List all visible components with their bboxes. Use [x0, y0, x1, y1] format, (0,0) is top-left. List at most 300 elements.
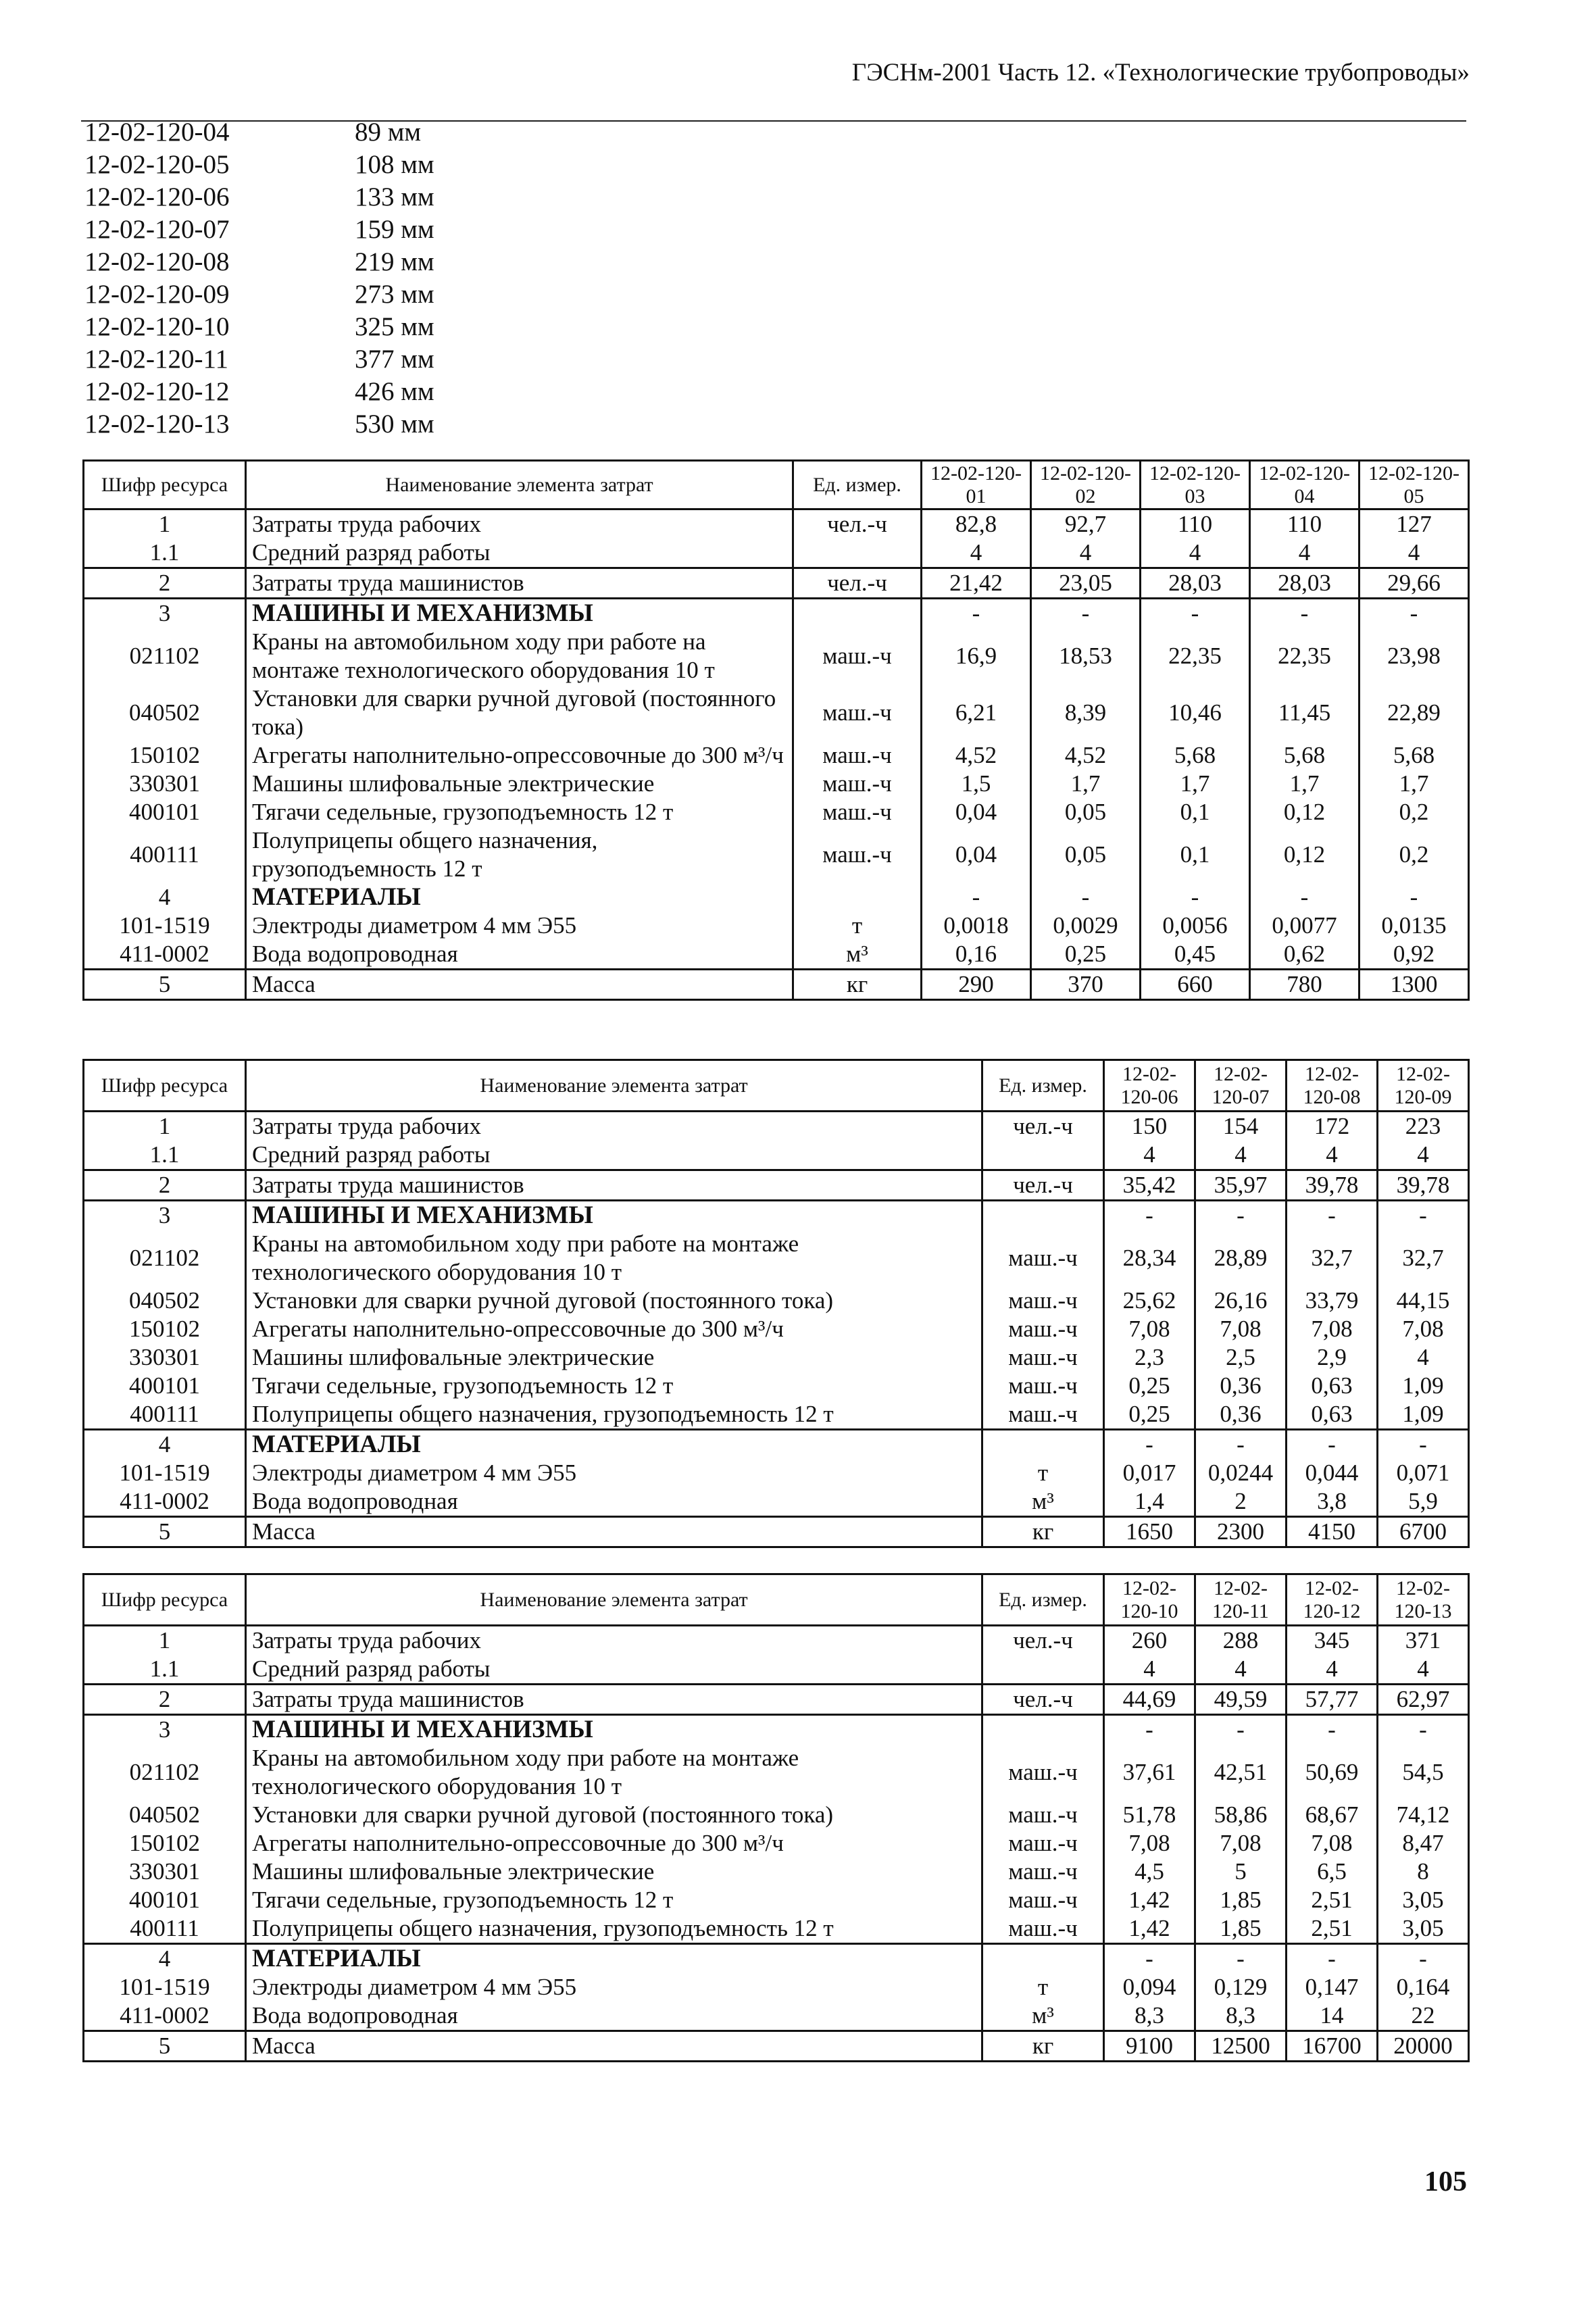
unit: маш.-ч [982, 1886, 1104, 1914]
unit: маш.-ч [982, 1315, 1104, 1343]
norm-value: - [1360, 599, 1469, 628]
norm-value: 0,12 [1250, 798, 1360, 826]
norm-value: 14 [1287, 2001, 1378, 2031]
cost-element-name: Агрегаты наполнительно-опрессовочные до 300 м³/ч [246, 741, 793, 770]
code-list-code: 12-02-120-11 [84, 345, 229, 374]
norm-value: - [1378, 1944, 1469, 1974]
norm-value: 9100 [1104, 2031, 1195, 2062]
norm-value: 5,9 [1378, 1487, 1469, 1517]
cost-element-name: Средний разряд работы [246, 1141, 982, 1170]
norm-value: 2,51 [1287, 1914, 1378, 1944]
resource-code: 101-1519 [84, 1459, 246, 1487]
resource-code: 1 [84, 1112, 246, 1141]
unit: маш.-ч [793, 798, 922, 826]
norm-value: - [1287, 1944, 1378, 1974]
norm-value: 4,52 [922, 741, 1031, 770]
norm-value: 3,05 [1378, 1914, 1469, 1944]
code-list-item [84, 116, 434, 149]
cost-element-name: Краны на автомобильном ходу при работе на монтаже технологического оборудования 10 т [246, 1230, 982, 1287]
cost-element-name: Затраты труда рабочих [246, 1112, 982, 1141]
norm-value: 1,7 [1141, 770, 1250, 798]
norm-value: 780 [1250, 970, 1360, 1000]
running-header: ГЭСНм-2001 Часть 12. «Технологические трубопроводы» [851, 59, 1470, 86]
unit [982, 1715, 1104, 1745]
code-size-list [84, 116, 434, 441]
unit: маш.-ч [793, 628, 922, 684]
resource-code: 150102 [84, 1315, 246, 1343]
norm-value: 3,05 [1378, 1886, 1469, 1914]
norm-value: 2,9 [1287, 1343, 1378, 1372]
code-list-item [84, 343, 434, 376]
header-cost-element-name: Наименование элемента затрат [246, 1060, 982, 1112]
resource-code: 4 [84, 1430, 246, 1460]
unit: м³ [982, 1487, 1104, 1517]
norm-value: 0,0018 [922, 912, 1031, 940]
norm-value: - [922, 599, 1031, 628]
norm-value: 23,98 [1360, 628, 1469, 684]
cost-element-name: МАТЕРИАЛЫ [246, 883, 793, 912]
norm-value: 39,78 [1287, 1170, 1378, 1201]
norm-value: - [1141, 883, 1250, 912]
norm-value: 0,12 [1250, 826, 1360, 883]
table-row [84, 1626, 1469, 1656]
table-row [84, 1914, 1469, 1944]
norm-value: 33,79 [1287, 1287, 1378, 1315]
norm-value: 0,63 [1287, 1400, 1378, 1430]
unit [982, 1430, 1104, 1460]
norm-value: - [1141, 599, 1250, 628]
norm-value: 0,05 [1031, 798, 1141, 826]
unit [793, 883, 922, 912]
table-row [84, 1801, 1469, 1829]
norm-value: 5 [1195, 1858, 1287, 1886]
norm-value: - [1287, 1430, 1378, 1460]
unit: маш.-ч [982, 1400, 1104, 1430]
norm-value: 0,25 [1104, 1400, 1195, 1430]
resource-code: 150102 [84, 741, 246, 770]
cost-element-name: Вода водопроводная [246, 2001, 982, 2031]
norm-value: 2,3 [1104, 1343, 1195, 1372]
norm-value: 2,5 [1195, 1343, 1287, 1372]
norm-value: 0,1 [1141, 826, 1250, 883]
code-list-size: 159 мм [355, 215, 434, 244]
cost-element-name: Машины шлифовальные электрические [246, 770, 793, 798]
resource-code: 411-0002 [84, 940, 246, 970]
norm-value: 4 [1378, 1141, 1469, 1170]
norm-value: 1,09 [1378, 1372, 1469, 1400]
norm-value: 4 [1287, 1141, 1378, 1170]
resource-code: 330301 [84, 1343, 246, 1372]
unit: маш.-ч [982, 1230, 1104, 1287]
norm-value: 4 [922, 539, 1031, 568]
norm-value: 0,63 [1287, 1372, 1378, 1400]
norm-value: 0,36 [1195, 1400, 1287, 1430]
norm-value: 11,45 [1250, 684, 1360, 741]
norm-value: 74,12 [1378, 1801, 1469, 1829]
norm-value: - [1104, 1944, 1195, 1974]
code-list-size: 133 мм [355, 182, 434, 211]
norm-value: - [1104, 1430, 1195, 1460]
norm-value: 62,97 [1378, 1685, 1469, 1715]
code-list-item [84, 181, 434, 214]
norm-value: 8,47 [1378, 1829, 1469, 1858]
code-list-size: 377 мм [355, 345, 434, 374]
code-list-code: 12-02-120-08 [84, 247, 230, 276]
cost-element-name: Вода водопроводная [246, 940, 793, 970]
norm-value: 26,16 [1195, 1287, 1287, 1315]
norm-value: 5,68 [1250, 741, 1360, 770]
resource-code: 400101 [84, 1372, 246, 1400]
code-list-size: 89 мм [355, 118, 422, 147]
table-row [84, 770, 1469, 798]
norm-value: 50,69 [1287, 1744, 1378, 1801]
cost-element-name: Затраты труда машинистов [246, 1170, 982, 1201]
resource-code: 3 [84, 599, 246, 628]
norm-value: 18,53 [1031, 628, 1141, 684]
cost-element-name: Масса [246, 1517, 982, 1547]
norm-value: 8 [1378, 1858, 1469, 1886]
code-list-item [84, 376, 434, 408]
norm-value: 8,39 [1031, 684, 1141, 741]
table-row [84, 599, 1469, 628]
resource-code: 411-0002 [84, 1487, 246, 1517]
cost-element-name: Электроды диаметром 4 мм Э55 [246, 1973, 982, 2001]
norm-value: 0,129 [1195, 1973, 1287, 2001]
norm-value: 2300 [1195, 1517, 1287, 1547]
norm-value: 345 [1287, 1626, 1378, 1656]
unit: маш.-ч [793, 684, 922, 741]
header-resource-code: Шифр ресурса [84, 1574, 246, 1626]
table-row [84, 1287, 1469, 1315]
table-row [84, 1343, 1469, 1372]
norm-value: 1,4 [1104, 1487, 1195, 1517]
norm-value: 154 [1195, 1112, 1287, 1141]
table-header-row [84, 1574, 1469, 1626]
norm-value: 82,8 [922, 509, 1031, 539]
header-resource-code: Шифр ресурса [84, 1060, 246, 1112]
norm-value: 110 [1250, 509, 1360, 539]
header-norm-code: 12-02-120-08 [1287, 1060, 1378, 1112]
norm-value: 4 [1378, 1655, 1469, 1685]
norm-value: 0,25 [1031, 940, 1141, 970]
resource-table-1 [82, 459, 1470, 1001]
norm-value: 16,9 [922, 628, 1031, 684]
resource-code: 1.1 [84, 1141, 246, 1170]
code-list-size: 325 мм [355, 312, 434, 341]
norm-value: 1,42 [1104, 1886, 1195, 1914]
norm-value: 22 [1378, 2001, 1469, 2031]
header-unit: Ед. измер. [982, 1060, 1104, 1112]
table-row [84, 1744, 1469, 1801]
norm-value: 1,42 [1104, 1914, 1195, 1944]
unit: маш.-ч [793, 770, 922, 798]
norm-value: 29,66 [1360, 568, 1469, 599]
cost-element-name: Агрегаты наполнительно-опрессовочные до 300 м³/ч [246, 1315, 982, 1343]
norm-value: 7,08 [1195, 1315, 1287, 1343]
unit: маш.-ч [982, 1858, 1104, 1886]
norm-value: 92,7 [1031, 509, 1141, 539]
header-unit: Ед. измер. [793, 461, 922, 509]
unit [982, 1944, 1104, 1974]
resource-code: 5 [84, 2031, 246, 2062]
code-list-code: 12-02-120-09 [84, 280, 230, 309]
table-row [84, 1973, 1469, 2001]
table-row [84, 798, 1469, 826]
unit: маш.-ч [982, 1372, 1104, 1400]
code-list-code: 12-02-120-13 [84, 409, 230, 439]
norm-value: 4 [1195, 1655, 1287, 1685]
header-norm-code: 12-02-120-02 [1031, 461, 1141, 509]
norm-value: 28,34 [1104, 1230, 1195, 1287]
norm-value: 3,8 [1287, 1487, 1378, 1517]
cost-element-name: Электроды диаметром 4 мм Э55 [246, 1459, 982, 1487]
unit: чел.-ч [982, 1685, 1104, 1715]
resource-code: 400101 [84, 798, 246, 826]
code-list-item [84, 408, 434, 441]
norm-value: 44,69 [1104, 1685, 1195, 1715]
norm-value: 290 [922, 970, 1031, 1000]
table-row [84, 940, 1469, 970]
table-row [84, 1487, 1469, 1517]
code-list-code: 12-02-120-06 [84, 182, 230, 211]
norm-value: 6700 [1378, 1517, 1469, 1547]
code-list-size: 219 мм [355, 247, 434, 276]
unit [793, 599, 922, 628]
table-row [84, 1944, 1469, 1974]
norm-value: 32,7 [1378, 1230, 1469, 1287]
table-row [84, 1655, 1469, 1685]
norm-value: 22,35 [1250, 628, 1360, 684]
norm-value: 21,42 [922, 568, 1031, 599]
norm-value: 28,03 [1250, 568, 1360, 599]
header-norm-code: 12-02-120-04 [1250, 461, 1360, 509]
norm-value: 4 [1287, 1655, 1378, 1685]
norm-value: - [1195, 1430, 1287, 1460]
norm-value: 0,05 [1031, 826, 1141, 883]
norm-value: 0,2 [1360, 826, 1469, 883]
unit: м³ [982, 2001, 1104, 2031]
resource-code: 101-1519 [84, 912, 246, 940]
norm-value: 150 [1104, 1112, 1195, 1141]
norm-value: 1,09 [1378, 1400, 1469, 1430]
table-row [84, 883, 1469, 912]
cost-element-name: Затраты труда рабочих [246, 1626, 982, 1656]
norm-value: 4 [1195, 1141, 1287, 1170]
norm-value: - [1287, 1715, 1378, 1745]
resource-code: 330301 [84, 770, 246, 798]
unit: кг [793, 970, 922, 1000]
cost-element-name: Установки для сварки ручной дуговой (постоянного тока) [246, 684, 793, 741]
norm-value: 5,68 [1141, 741, 1250, 770]
norm-value: - [1104, 1201, 1195, 1230]
norm-value: 0,04 [922, 826, 1031, 883]
table-row [84, 1230, 1469, 1287]
resource-code: 150102 [84, 1829, 246, 1858]
resource-code: 040502 [84, 1801, 246, 1829]
norm-value: 660 [1141, 970, 1250, 1000]
header-resource-code: Шифр ресурса [84, 461, 246, 509]
unit: маш.-ч [793, 826, 922, 883]
table-row [84, 1517, 1469, 1547]
norm-value: 57,77 [1287, 1685, 1378, 1715]
table-row [84, 912, 1469, 940]
norm-value: 1,5 [922, 770, 1031, 798]
cost-element-name: Полуприцепы общего назначения, грузоподъемность 12 т [246, 1400, 982, 1430]
cost-element-name: Установки для сварки ручной дуговой (постоянного тока) [246, 1801, 982, 1829]
norm-value: 0,071 [1378, 1459, 1469, 1487]
table-row [84, 539, 1469, 568]
code-list-code: 12-02-120-07 [84, 215, 230, 244]
cost-element-name: МАШИНЫ И МЕХАНИЗМЫ [246, 1715, 982, 1745]
header-norm-code: 12-02-120-11 [1195, 1574, 1287, 1626]
norm-value: 35,42 [1104, 1170, 1195, 1201]
resource-code: 330301 [84, 1858, 246, 1886]
cost-element-name: Тягачи седельные, грузоподъемность 12 т [246, 1372, 982, 1400]
unit: чел.-ч [982, 1112, 1104, 1141]
norm-value: - [1195, 1715, 1287, 1745]
norm-value: 4 [1104, 1655, 1195, 1685]
cost-element-name: Краны на автомобильном ходу при работе на монтаже технологического оборудования 10 т [246, 628, 793, 684]
norm-value: 4 [1104, 1141, 1195, 1170]
norm-value: 1,85 [1195, 1914, 1287, 1944]
norm-value: 8,3 [1195, 2001, 1287, 2031]
norm-value: - [1195, 1201, 1287, 1230]
code-list-code: 12-02-120-12 [84, 377, 230, 406]
cost-element-name: Средний разряд работы [246, 1655, 982, 1685]
header-norm-code: 12-02-120-01 [922, 461, 1031, 509]
norm-value: 2 [1195, 1487, 1287, 1517]
norm-value: 0,0056 [1141, 912, 1250, 940]
resource-code: 1 [84, 1626, 246, 1656]
norm-value: 1,7 [1031, 770, 1141, 798]
norm-value: 16700 [1287, 2031, 1378, 2062]
code-list-size: 426 мм [355, 377, 434, 406]
code-list-code: 12-02-120-05 [84, 150, 230, 179]
unit: кг [982, 1517, 1104, 1547]
cost-element-name: Полуприцепы общего назначения, грузоподъемность 12 т [246, 1914, 982, 1944]
resource-code: 1.1 [84, 539, 246, 568]
resource-code: 4 [84, 1944, 246, 1974]
norm-value: 1,85 [1195, 1886, 1287, 1914]
norm-value: - [1031, 883, 1141, 912]
cost-element-name: Тягачи седельные, грузоподъемность 12 т [246, 798, 793, 826]
table-row [84, 1372, 1469, 1400]
header-norm-code: 12-02-120-06 [1104, 1060, 1195, 1112]
norm-value: 4 [1031, 539, 1141, 568]
table-row [84, 684, 1469, 741]
unit: маш.-ч [793, 741, 922, 770]
cost-element-name: Краны на автомобильном ходу при работе на монтаже технологического оборудования 10 т [246, 1744, 982, 1801]
table-row [84, 1400, 1469, 1430]
cost-element-name: Установки для сварки ручной дуговой (постоянного тока) [246, 1287, 982, 1315]
table-row [84, 1858, 1469, 1886]
header-norm-code: 12-02-120-13 [1378, 1574, 1469, 1626]
unit: чел.-ч [793, 568, 922, 599]
norm-value: 4,52 [1031, 741, 1141, 770]
norm-value: 371 [1378, 1626, 1469, 1656]
code-list-code: 12-02-120-04 [84, 118, 230, 147]
unit [982, 1141, 1104, 1170]
norm-value: 44,15 [1378, 1287, 1469, 1315]
cost-element-name: Агрегаты наполнительно-опрессовочные до 300 м³/ч [246, 1829, 982, 1858]
norm-value: 0,1 [1141, 798, 1250, 826]
norm-value: 7,08 [1287, 1829, 1378, 1858]
cost-element-name: Затраты труда машинистов [246, 568, 793, 599]
table-row [84, 826, 1469, 883]
norm-value: 0,017 [1104, 1459, 1195, 1487]
norm-value: 0,0029 [1031, 912, 1141, 940]
norm-value: 0,2 [1360, 798, 1469, 826]
norm-value: 42,51 [1195, 1744, 1287, 1801]
table-row [84, 568, 1469, 599]
unit: маш.-ч [982, 1287, 1104, 1315]
resource-code: 3 [84, 1201, 246, 1230]
header-norm-code: 12-02-120-05 [1360, 461, 1469, 509]
unit [982, 1201, 1104, 1230]
norm-value: 0,62 [1250, 940, 1360, 970]
norm-value: 28,03 [1141, 568, 1250, 599]
norm-value: 4 [1360, 539, 1469, 568]
norm-value: 7,08 [1287, 1315, 1378, 1343]
resource-code: 400111 [84, 826, 246, 883]
table-row [84, 1430, 1469, 1460]
norm-value: 4 [1250, 539, 1360, 568]
unit: чел.-ч [793, 509, 922, 539]
header-norm-code: 12-02-120-03 [1141, 461, 1250, 509]
norm-value: - [1378, 1715, 1469, 1745]
norm-value: 4 [1141, 539, 1250, 568]
table-row [84, 2001, 1469, 2031]
norm-value: - [1287, 1201, 1378, 1230]
norm-value: 12500 [1195, 2031, 1287, 2062]
resource-table-2 [82, 1059, 1470, 1548]
norm-value: 1,7 [1360, 770, 1469, 798]
table-row [84, 1829, 1469, 1858]
cost-element-name: Затраты труда машинистов [246, 1685, 982, 1715]
header-cost-element-name: Наименование элемента затрат [246, 1574, 982, 1626]
norm-value: 4150 [1287, 1517, 1378, 1547]
code-list-item [84, 214, 434, 246]
norm-value: 22,89 [1360, 684, 1469, 741]
norm-value: 110 [1141, 509, 1250, 539]
norm-value: 223 [1378, 1112, 1469, 1141]
norm-value: 25,62 [1104, 1287, 1195, 1315]
resource-code: 411-0002 [84, 2001, 246, 2031]
cost-element-name: Средний разряд работы [246, 539, 793, 568]
norm-value: 1,7 [1250, 770, 1360, 798]
norm-value: 260 [1104, 1626, 1195, 1656]
code-list-size: 273 мм [355, 280, 434, 309]
norm-value: 0,16 [922, 940, 1031, 970]
norm-value: 0,04 [922, 798, 1031, 826]
table-header-row [84, 1060, 1469, 1112]
norm-value: 4 [1378, 1343, 1469, 1372]
norm-value: 51,78 [1104, 1801, 1195, 1829]
table-row [84, 1112, 1469, 1141]
norm-value: - [922, 883, 1031, 912]
page-number: 105 [1424, 2166, 1467, 2197]
norm-value: - [1250, 599, 1360, 628]
norm-value: 28,89 [1195, 1230, 1287, 1287]
table-row [84, 628, 1469, 684]
cost-element-name: МАШИНЫ И МЕХАНИЗМЫ [246, 1201, 982, 1230]
header-unit: Ед. измер. [982, 1574, 1104, 1626]
resource-code: 400111 [84, 1400, 246, 1430]
cost-element-name: МАТЕРИАЛЫ [246, 1430, 982, 1460]
unit: маш.-ч [982, 1801, 1104, 1829]
resource-code: 021102 [84, 628, 246, 684]
unit: маш.-ч [982, 1829, 1104, 1858]
